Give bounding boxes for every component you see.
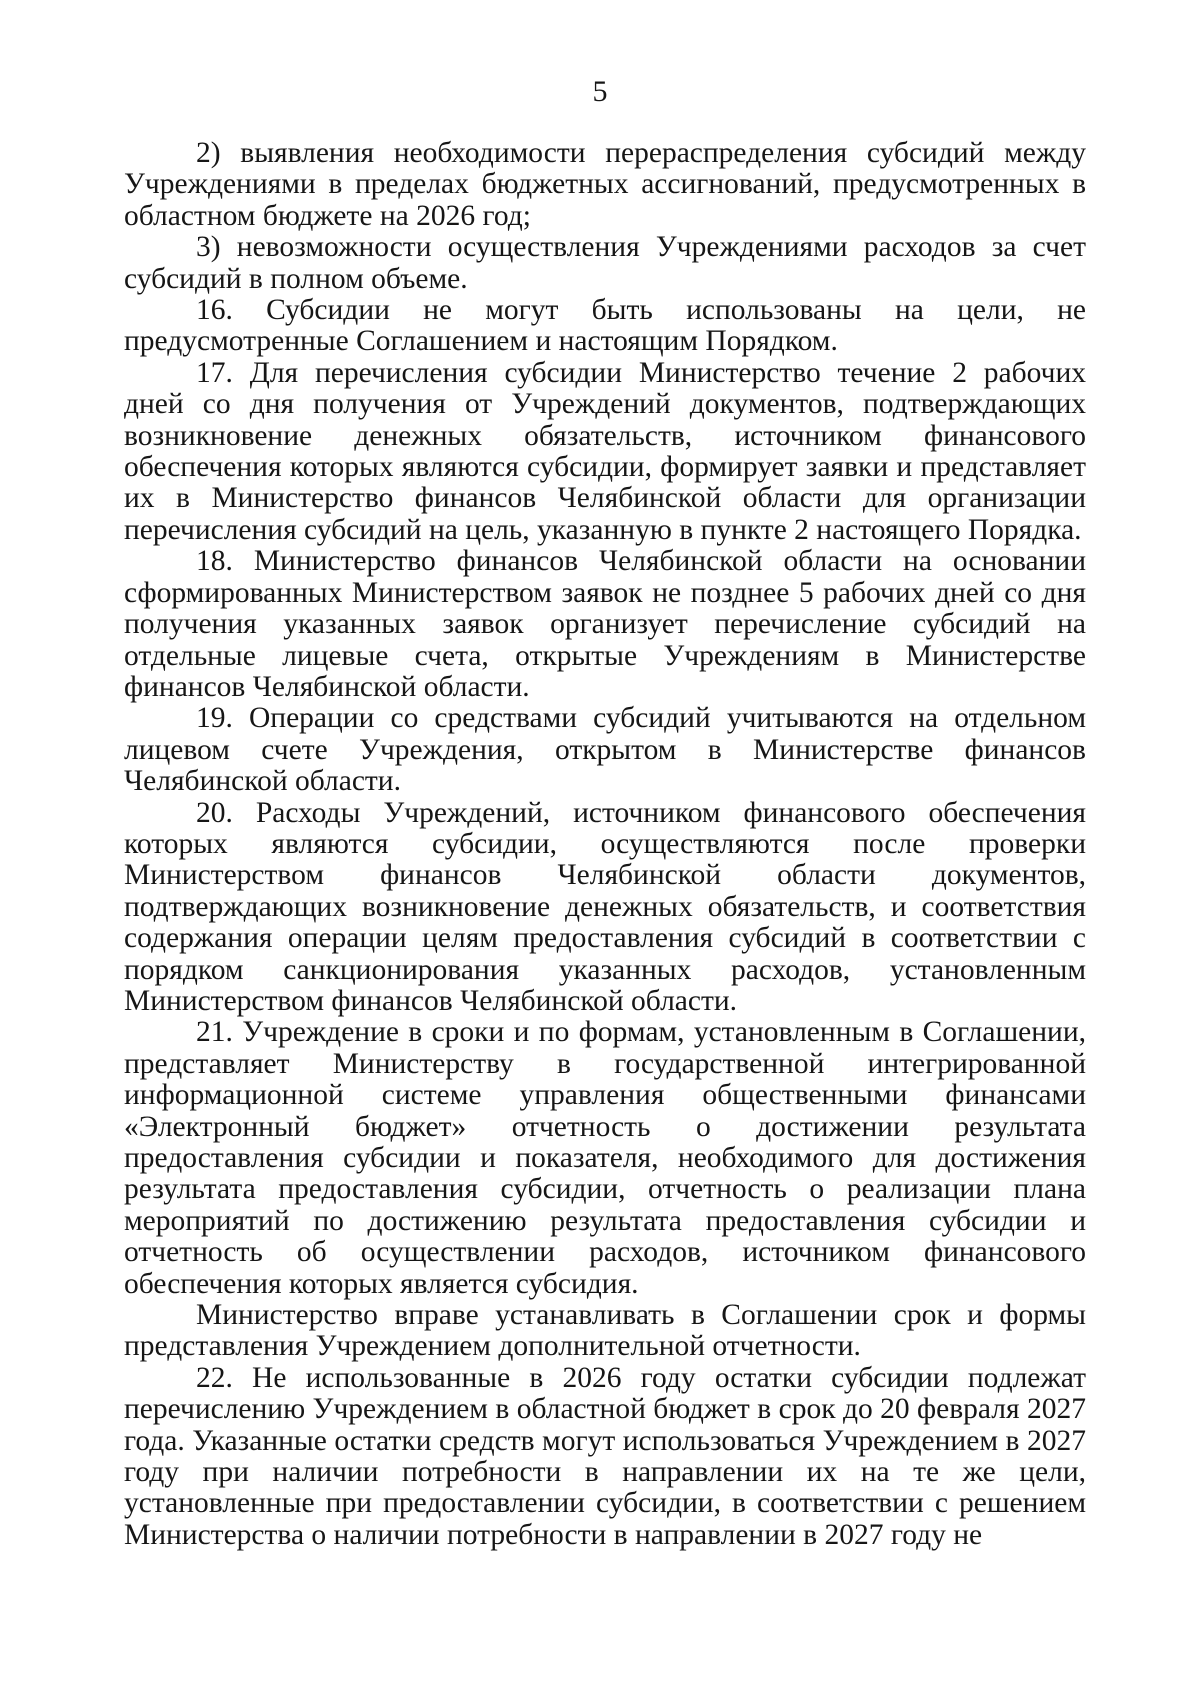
paragraph-19: 19. Операции со средствами субсидий учитываются на отдельном лицевом счете Учреждения, открытом в Министерстве финансов Челябинской области. — [124, 702, 1086, 798]
page-number: 5 — [592, 75, 608, 108]
paragraph-item-2: 2) выявления необходимости перераспределения субсидий между Учреждениями в пределах бюджетных ассигнований, предусмотренных в областном бюджете на 2026 год; — [124, 137, 1086, 232]
paragraph-item-3: 3) невозможности осуществления Учреждениями расходов за счет субсидий в полном объеме. — [124, 231, 1086, 295]
paragraph-17: 17. Для перечисления субсидии Министерство течение 2 рабочих дней со дня получения от Учреждений документов, подтверждающих возникновение денежных обязательств, источником финансового обеспечения которых являются субсидии, формирует заявки и представляет их в Министерство финансов Челябинской области для организации перечисления субсидий на цель, указанную в пункте 2 настоящего Порядка. — [124, 356, 1086, 546]
document-body — [124, 138, 1086, 1551]
paragraph-16: 16. Субсидии не могут быть использованы на цели, не предусмотренные Соглашением и настоящим Порядком. — [124, 294, 1086, 358]
paragraph-18: 18. Министерство финансов Челябинской области на основании сформированных Министерством заявок не позднее 5 рабочих дней со дня получения указанных заявок организует перечисление субсидий на отдельные лицевые счета, открытые Учреждениям в Министерстве финансов Челябинской области. — [124, 545, 1086, 703]
paragraph-21-continuation: Министерство вправе устанавливать в Соглашении срок и формы представления Учреждением дополнительной отчетности. — [124, 1299, 1086, 1363]
paragraph-22: 22. Не использованные в 2026 году остатки субсидии подлежат перечислению Учреждением в областной бюджет в срок до 20 февраля 2027 года. Указанные остатки средств могут использоваться Учреждением в 2027 году при наличии потребности в направлении их на те же цели, установленные при предоставлении субсидии, в соответствии с решением Министерства о наличии потребности в направлении в 2027 году не — [124, 1361, 1086, 1551]
paragraph-21: 21. Учреждение в сроки и по формам, установленным в Соглашении, представляет Министерству в государственной интегрированной информационной системе управления общественными финансами «Электронный бюджет» отчетность о достижении результата предоставления субсидии и показателя, необходимого для достижения результата предоставления субсидии, отчетность о реализации плана мероприятий по достижению результата предоставления субсидии и отчетность об осуществлении расходов, источником финансового обеспечения которых является субсидия. — [124, 1016, 1086, 1300]
paragraph-20: 20. Расходы Учреждений, источником финансового обеспечения которых являются субсидии, осуществляются после проверки Министерством финансов Челябинской области документов, подтверждающих возникновение денежных обязательств, и соответствия содержания операции целям предоставления субсидий в соответствии с порядком санкционирования указанных расходов, установленным Министерством финансов Челябинской области. — [124, 796, 1086, 1017]
